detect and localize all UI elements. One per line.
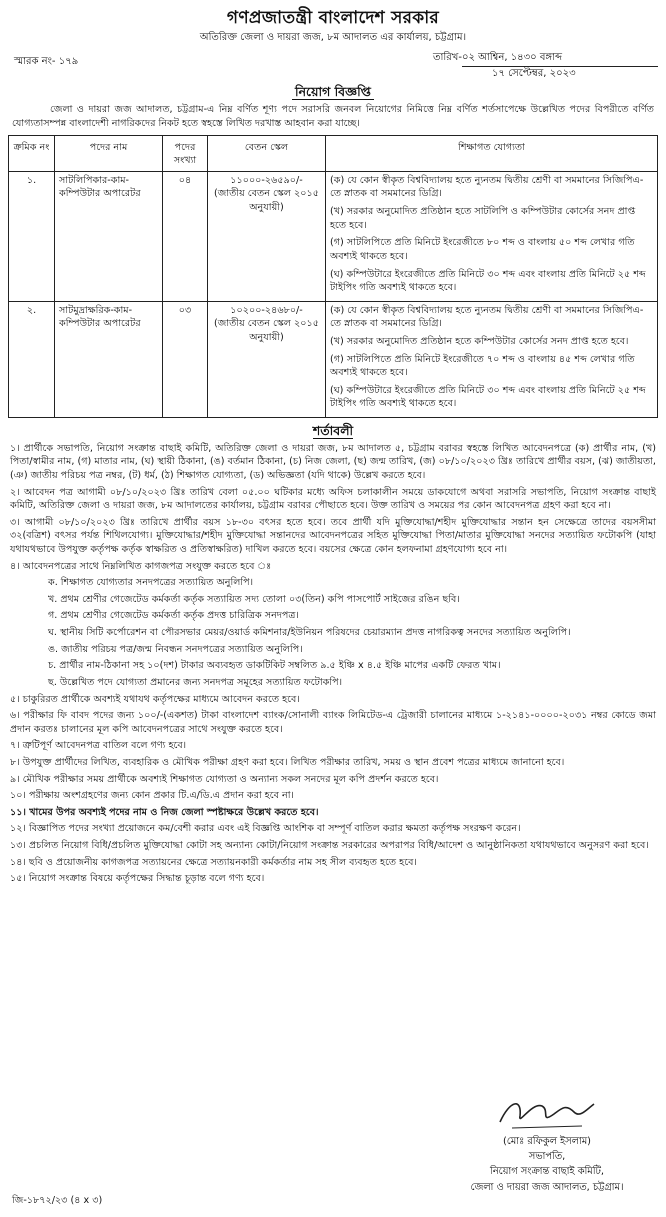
qualification-item: (খ) সরকার অনুমোদিত প্রতিষ্ঠান হতে কম্পিউটার কোর্সের সনদ প্রাপ্ত হতে হবে। xyxy=(330,335,629,347)
condition-3: ৩। আগামী ০৮/১০/২০২৩ খ্রিঃ তারিখে প্রার্থীর বয়স ১৮-৩০ বৎসর হতে হবে। তবে প্রার্থী যদি মুক্তিযোদ্ধা/শহীদ মুক্তিযোদ্ধার সন্তান হন সেক্ষেত্রে তাদের বয়সসীমা ৩২(বত্রিশ) বৎসর পর্যন্ত শিথিলযোগ্য। মুক্তিযোদ্ধার/শহীদ মুক্তিযোদ্ধা সন্তানদের আবেদনপত্রের সহিত মুক্তিযোদ্ধা পিতা/মাতার মুক্তিযোদ্ধা সনদের সত্যায়িত ফটোকপি (যাহা যথাযথভাবে উপযুক্ত কর্তৃপক্ষ কর্তৃক স্বাক্ষরিত ও প্রতিস্বাক্ষরিত) দাখিল করতে হবে। বয়সের ক্ষেত্রে কোন হলফনামা গ্রহণযোগ্য হবে না। xyxy=(10,516,656,556)
header-serial: ক্রমিক নং xyxy=(9,135,55,171)
qualification-item: (ক) যে কোন স্বীকৃত বিশ্ববিদ্যালয় হতে ন্যুনতম দ্বিতীয় শ্রেণী বা সমমানের সিজিপিএ-তে স্নাতক বা সমমানের ডিগ্রি। xyxy=(330,174,644,200)
document-item: খ. প্রথম শ্রেণীর গেজেটেড কর্মকর্তা কর্তৃক সত্যায়িত সদ্য তোলা ০৩(তিন) কপি পাসপোর্ট সাইজের রঙিন ছবি। xyxy=(48,593,460,605)
conditions-title: শর্তাবলী xyxy=(312,423,354,439)
date-bangla: ০২ আশ্বিন, ১৪৩০ বঙ্গাব্দ xyxy=(462,51,658,66)
condition-4: ৪। আবেদনপত্রের সাথে নিম্নলিখিত কাগজপত্র সংযুক্ত করতে হবে ঃ xyxy=(10,560,272,572)
condition-15: ১৫। নিয়োগ সংক্রান্ত বিষয়ে কর্তৃপক্ষের সিদ্ধান্ত চূড়ান্ত বলে গণ্য হবে। xyxy=(10,873,265,885)
signature-block xyxy=(452,1092,642,1195)
scale-range: ১০২০০-২৪৬৮০/- xyxy=(230,304,303,316)
footer-code: জি-১৮৭২/২৩ (৪ x ৩) xyxy=(12,1195,103,1206)
condition-10: ১০। পরীক্ষায় অংশগ্রহণের জন্য কোন প্রকার টি.এ/ডি.এ প্রদান করা হবে না। xyxy=(10,790,294,802)
document-item: ঘ. স্থানীয় সিটি কর্পোরেশন বা পৌরসভার মেয়র/ওয়ার্ড কমিশনার/ইউনিয়ন পরিষদের চেয়ারম্যান প্রদত্ত নাগরিকত্ব সনদের সত্যায়িত অনুলিপি। xyxy=(48,627,571,639)
condition-14: ১৪। ছবি ও প্রয়োজনীয় কাগজপত্র সত্যায়নের ক্ষেত্রে সত্যায়নকারী কর্মকর্তার নাম সহ সীল ব্যবহৃত হতে হবে। xyxy=(10,856,417,868)
condition-11: ১১। খামের উপর অবশ্যই পদের নাম ও নিজ জেলা স্পষ্টাক্ষরে উল্লেখ করতে হবে। xyxy=(10,806,319,818)
row-scale xyxy=(208,301,326,417)
header-scale: বেতন স্কেল xyxy=(208,135,326,171)
conditions-heading xyxy=(8,422,658,440)
condition-6: ৬। পরীক্ষার ফি বাবদ পদের জন্য ১০০/-(একশত) টাকা বাংলাদেশ ব্যাংক/সোনালী ব্যাংক লিমিটেড-এ ট্রেজারী চালানের মাধ্যমে ১-২১৪১-০০০০-২০৩১ নম্বর কোডে জমা প্রদান করতঃ চালানের মূল কপি আবেদনপত্রের সাথে সংযুক্ত করতে হবে। xyxy=(10,710,656,735)
government-title: গণপ্রজাতন্ত্রী বাংলাদেশ সরকার xyxy=(226,8,440,28)
row-post: সাটমুদ্রাক্ষরিক-কাম-কম্পিউটার অপারেটর xyxy=(55,301,163,417)
document-item: ছ. উল্লেখিত পদে যোগ্যতা প্রমানের জন্য সনদপত্র সমূহের সত্যায়িত ফটোকপি। xyxy=(48,676,343,688)
office-name: অতিরিক্ত জেলা ও দায়রা জজ, ৮ম আদালত এর কার্যালয়, চট্টগ্রাম। xyxy=(199,32,467,44)
table-row xyxy=(9,171,658,301)
header-post: পদের নাম xyxy=(55,135,163,171)
date-english: ১৭ সেপ্টেম্বর, ২০২৩ xyxy=(491,67,576,79)
reference-row xyxy=(8,51,658,80)
signatory-court: জেলা ও দায়রা জজ আদালত, চট্টগ্রাম। xyxy=(470,1181,624,1193)
table-header-row xyxy=(9,135,658,171)
row-count: ০৩ xyxy=(163,301,208,417)
document-items xyxy=(10,576,656,689)
notice-heading xyxy=(8,83,658,101)
qualification-item: (ঘ) কম্পিউটারে ইংরেজীতে প্রতি মিনিটে ৩০ শব্দ এবং বাংলায় প্রতি মিনিটে ২৫ শব্দ টাইপিং গতি অবশ্যই থাকতে হবে। xyxy=(330,268,646,294)
row-count: ০৪ xyxy=(163,171,208,301)
qualification-item: (ঘ) কম্পিউটারে ইংরেজীতে প্রতি মিনিটে ৩০ শব্দ এবং বাংলায় প্রতি মিনিটে ২৫ শব্দ টাইপিং গতি অবশ্যই থাকতে হবে। xyxy=(330,384,646,410)
date-label: তারিখ- xyxy=(433,52,462,64)
qualification-item: (খ) সরকার অনুমোদিত প্রতিষ্ঠান হতে সাটলিপি ও কম্পিউটার কোর্সের সনদ প্রাপ্ত হতে হবে। xyxy=(330,206,636,231)
signatory-name: (মোঃ রফিকুল ইসলাম) xyxy=(502,1136,591,1147)
posts-table xyxy=(8,135,658,418)
signatory-committee: নিয়োগ সংক্রান্ত বাছাই কমিটি, xyxy=(490,1166,604,1178)
date-block xyxy=(433,51,658,80)
conditions-list xyxy=(10,442,656,886)
notice-title: নিয়োগ বিজ্ঞপ্তি xyxy=(292,84,374,100)
signatory-role: সভাপতি, xyxy=(528,1151,566,1163)
qualification-item: (ক) যে কোন স্বীকৃত বিশ্ববিদ্যালয় হতে ন্যুনতম দ্বিতীয় শ্রেণী বা সমমানের সিজিপিএ-তে স্নাতক বা সমমানের ডিগ্রি। xyxy=(330,304,644,330)
condition-5: ৫। চাকুরিরত প্রার্থীকে অবশ্যই যথাযথ কর্তৃপক্ষের মাধ্যমে আবেদন করতে হবে। xyxy=(10,693,300,705)
qualification-item: (গ) সাটলিপিতে প্রতি মিনিটে ইংরেজীতে ৮০ শব্দ ও বাংলায় ৫০ শব্দ লেখার গতি অবশ্যই থাকতে হবে। xyxy=(330,237,635,262)
scale-note: (জাতীয় বেতন স্কেল ২০১৫ অনুযায়ী) xyxy=(214,188,319,214)
document-item: ক. শিক্ষাগত যোগ্যতার সনদপত্রের সত্যায়িত অনুলিপি। xyxy=(48,577,254,589)
intro-paragraph: জেলা ও দায়রা জজ আদালত, চট্টগ্রাম-এ নিম্ন বর্ণিত শূণ্য পদে সরাসরি জনবল নিয়োগের নিমিত্তে নিম্ন বর্ণিত শর্তসাপেক্ষে উল্লেখিত পদের বিপরীতে বর্ণিত যোগ্যতাসম্পন্ন বাংলাদেশী নাগরিকদের নিকট হতে স্বহস্তে লিখিত দরখাস্ত আহবান করা যাচ্ছে। xyxy=(12,104,654,130)
scale-note: (জাতীয় বেতন স্কেল ২০১৫ অনুযায়ী) xyxy=(214,318,319,343)
header-qualification: শিক্ষাগত যোগ্যতা xyxy=(326,135,658,171)
qualification-item: (গ) সাটলিপিতে প্রতি মিনিটে ইংরেজীতে ৭০ শব্দ ও বাংলায় ৪৫ শব্দ লেখার গতি অবশ্যই থাকতে হবে। xyxy=(330,353,635,379)
condition-7: ৭। ত্রুটিপূর্ণ আবেদনপত্র বাতিল বলে গণ্য হবে। xyxy=(10,740,187,752)
condition-12: ১২। বিজ্ঞাপিত পদের সংখ্যা প্রয়োজনে কম/বেশী করার এবং এই বিজ্ঞপ্তি আংশিক বা সম্পূর্ণ বাতিল করার ক্ষমতা কর্তৃপক্ষ সংরক্ষণ করেন। xyxy=(10,823,521,835)
header-count: পদের সংখ্যা xyxy=(163,135,208,171)
row-serial: ১. xyxy=(9,171,55,301)
condition-9: ৯। মৌখিক পরীক্ষার সময় প্রার্থীকে অবশ্যই শিক্ষাগত যোগ্যতা ও অন্যান্য সকল সনদের মূল কপি প্রদর্শন করতে হবে। xyxy=(10,773,439,785)
table-row xyxy=(9,301,658,417)
row-qualification xyxy=(326,301,658,417)
row-qualification xyxy=(326,171,658,301)
condition-1: ১। প্রার্থীকে সভাপতি, নিয়োগ সংক্রান্ত বাছাই কমিটি, অতিরিক্ত জেলা ও দায়রা জজ, ৮ম আদালত ৫, চট্টগ্রাম বরাবর স্বহস্তে লিখিত আবেদনপত্রে (ক) প্রার্থীর নাম, (খ) পিতা/স্বামীর নাম, (গ) মাতার নাম, (ঘ) স্থায়ী ঠিকানা, (ঙ) বর্তমান ঠিকানা, (চ) নিজ জেলা, (ছ) জন্ম তারিখ, (জ) ০৮/১০/২০২৩ খ্রিঃ তারিখে প্রার্থীর বয়স, (ঝ) জাতীয়তা, (ঞ) জাতীয় পরিচয় পত্র নম্বর, (ট) ধর্ম, (ঠ) শিক্ষাগত যোগ্যতা, (ড) অভিজ্ঞতা (যদি থাকে) উল্লেখ করতে হবে। xyxy=(10,442,656,481)
condition-13: ১৩। প্রচলিত নিয়োগ বিধি/প্রচলিত মুক্তিযোদ্ধা কোটা সহ অন্যান্য কোটা/নিয়োগ সংক্রান্ত সরকারের অপরাপর বিধি/আদেশ ও আনুষ্ঠানিকতা যথাযথভাবে অনুসরণ করা হবে। xyxy=(10,840,649,851)
row-scale xyxy=(208,171,326,301)
document-item: চ. প্রার্থীর নাম-ঠিকানা সহ ১০(দশ) টাকার অব্যবহৃত ডাকটিকিট সম্বলিত ৯.৫ ইঞ্চি x ৪.৫ ইঞ্চি মাপের একটি ফেরত খাম। xyxy=(48,660,501,672)
condition-2: ২। আবেদন পত্র আগামী ০৮/১০/২০২৩ খ্রিঃ তারিখ বেলা ০৫.০০ ঘটিকার মধ্যে অফিস চলাকালীন সময়ে ডাকযোগে অথবা সরাসরি সভাপতি, নিয়োগ সংক্রান্ত বাছাই কমিটি, অতিরিক্ত জেলা ও দায়রা জজ, ৮ম আদালতের কার্যালয়, চট্টগ্রাম বরাবর পৌছাতে হবে। উক্ত তারিখ ও সময়ের পর কোন আবেদনপত্র গ্রহণ করা হবে না। xyxy=(10,486,656,512)
document-item: ঙ. জাতীয় পরিচয় পত্র/জন্ম নিবন্ধন সনদপত্রের সত্যায়িত অনুলিপি। xyxy=(48,643,303,655)
condition-8: ৮। উপযুক্ত প্রার্থীদের লিখিত, ব্যবহারিক ও মৌখিক পরীক্ষা গ্রহণ করা হবে। লিখিত পরীক্ষার তারিখ, সময় ও স্থান প্রবেশ পত্রের মাধ্যমে জানানো হবে। xyxy=(10,756,565,768)
scale-range: ১১০০০-২৬৫৯০/- xyxy=(230,174,303,186)
signature-image xyxy=(452,1092,642,1134)
document-item: গ. প্রথম শ্রেণীর গেজেটেড কর্মকর্তা কর্তৃক প্রদত্ত চারিত্রিক সনদপত্র। xyxy=(48,610,299,622)
notice-page xyxy=(8,0,658,1206)
row-post: সাটলিপিকার-কাম-কম্পিউটার অপারেটর xyxy=(55,171,163,301)
memo-number: স্মারক নং- ১৭৯ xyxy=(14,56,79,68)
row-serial: ২. xyxy=(9,301,55,417)
